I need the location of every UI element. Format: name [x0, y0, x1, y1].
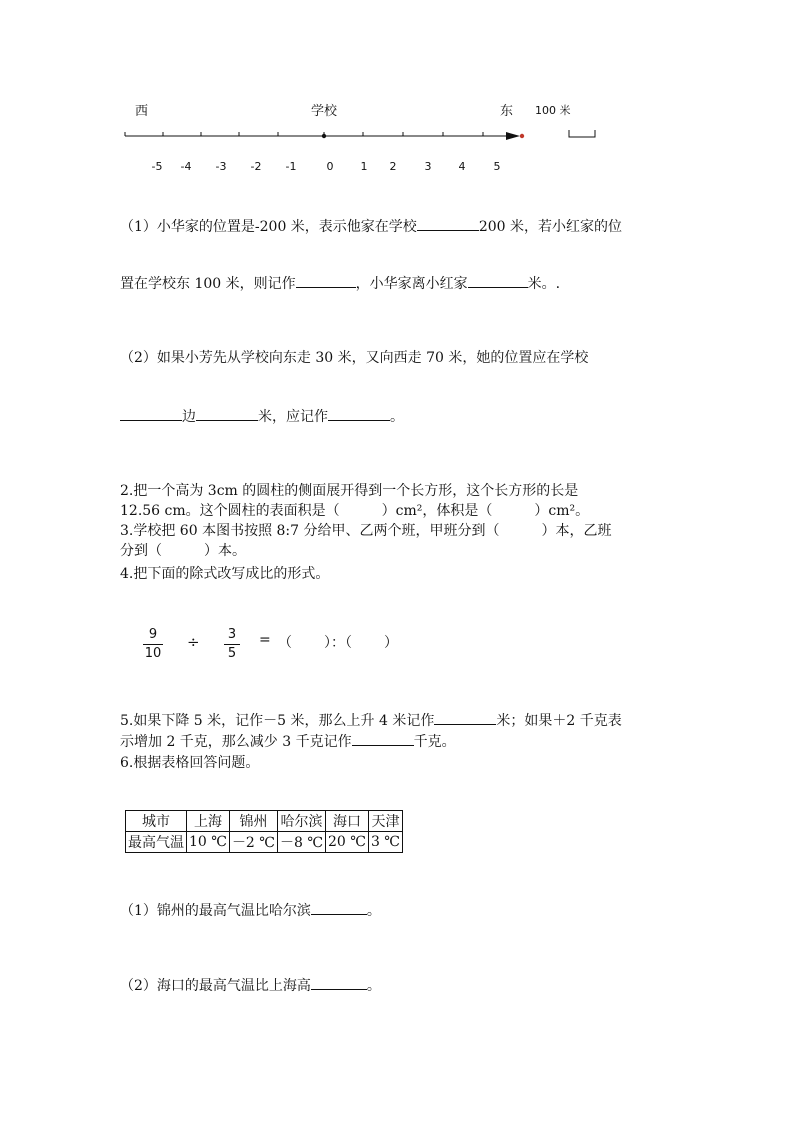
q2-line2 [120, 501, 589, 521]
q2-text-a: 12.56 cm。这个圆柱的表面积是（ [120, 503, 340, 519]
answer-blank[interactable] [120, 406, 182, 421]
q2-text-b: ）cm²，体积是（ [381, 503, 493, 519]
scale-bracket [569, 130, 595, 137]
temperature-table [125, 810, 403, 853]
answer-blank[interactable] [311, 900, 367, 915]
q3-text-b: ）本，乙班 [541, 523, 612, 539]
answer-blank[interactable] [434, 710, 496, 725]
answer-blank[interactable] [417, 216, 479, 231]
q3-text-d: ）本。 [204, 543, 246, 559]
q3-text-c: 分到（ [120, 543, 162, 559]
q6-text-c: （2）海口的最高气温比上海高 [120, 978, 311, 994]
q5-text-b: 米；如果＋2 千克表 [496, 713, 622, 729]
number-line [118, 124, 608, 148]
q3-line2 [120, 541, 246, 561]
table-cell: 20 ℃ [326, 832, 369, 853]
table-cell: 海口 [326, 811, 369, 832]
table-cell: 3 ℃ [368, 832, 402, 853]
q1-text-h: 米，应记作 [258, 409, 328, 425]
ratio-middle: ）：（ [324, 635, 352, 651]
fraction-numerator: 9 [148, 627, 158, 642]
table-cell: 上海 [187, 811, 230, 832]
tick-label: -3 [215, 160, 227, 173]
q1-part1-line1 [120, 216, 622, 237]
q1-text-d: ，小华家离小红家 [355, 276, 468, 292]
answer-blank[interactable] [196, 406, 258, 421]
east-label: 东 [500, 104, 514, 119]
table-cell: －2 ℃ [229, 832, 277, 853]
table-cell: 10 ℃ [187, 832, 230, 853]
answer-blank[interactable] [352, 731, 414, 746]
q1-text-b: 200 米，若小红家的位 [478, 219, 622, 235]
tick-label: -4 [180, 160, 192, 173]
fraction-bar [224, 644, 240, 645]
q6-text-d: 。 [366, 978, 381, 994]
fraction-nine-tenths [143, 627, 163, 662]
q3-text-a: 3.学校把 60 本图书按照 8:7 分给甲、乙两个班，甲班分到（ [120, 523, 500, 539]
q5-text-d: 千克。 [413, 734, 456, 750]
table-cell: 城市 [126, 811, 187, 832]
answer-blank[interactable] [311, 975, 367, 990]
q1-part2-line2 [120, 406, 404, 427]
table-cell: 锦州 [229, 811, 277, 832]
scale-label: 100 米 [535, 104, 571, 117]
fraction-numerator: 3 [227, 627, 237, 642]
ratio-answer [278, 632, 398, 652]
fraction-bar [143, 644, 163, 645]
ratio-open: （ [278, 635, 292, 651]
tick-label: 5 [493, 160, 501, 173]
q6-part1 [120, 900, 381, 921]
origin-dot [322, 134, 326, 138]
answer-blank[interactable] [468, 273, 528, 288]
table-header-row [126, 811, 403, 832]
equals-sign: = [259, 632, 271, 648]
answer-blank[interactable] [296, 273, 356, 288]
tick-label: 1 [360, 160, 368, 173]
q1-text-a: （1）小华家的位置是-200 米，表示他家在学校 [120, 219, 417, 235]
fraction-denominator: 10 [144, 646, 162, 661]
table-cell: 天津 [368, 811, 402, 832]
tick-label: -2 [250, 160, 262, 173]
q6-text: 6.根据表格回答问题。 [120, 755, 260, 771]
tick-label: -1 [285, 160, 297, 173]
tick-label: -5 [151, 160, 163, 173]
q5-text-a: 5.如果下降 5 米，记作－5 米，那么上升 4 米记作 [120, 713, 435, 729]
q5-line1 [120, 710, 622, 731]
tick-label: 2 [389, 160, 397, 173]
arrow-head [506, 132, 520, 140]
q2-line1: 2.把一个高为 3cm 的圆柱的侧面展开得到一个长方形，这个长方形的长是 [120, 483, 579, 499]
q1-text-f: （2）如果小芳先从学校向东走 30 米，又向西走 70 米，她的位置应在学校 [120, 350, 589, 366]
west-label: 西 [135, 104, 149, 119]
fraction-three-fifths [224, 627, 240, 662]
table-cell: 哈尔滨 [277, 811, 325, 832]
q5-line2 [120, 731, 456, 752]
tick-label: 0 [326, 160, 334, 173]
q1-text-g: 边 [182, 409, 196, 425]
q6-text-a: （1）锦州的最高气温比哈尔滨 [120, 903, 311, 919]
q6-text-b: 。 [366, 903, 381, 919]
ratio-close: ） [384, 635, 398, 651]
table-cell: 最高气温 [126, 832, 187, 853]
school-label: 学校 [311, 104, 338, 119]
q2-text-c: ）cm²。 [534, 503, 590, 519]
tick-label: 4 [458, 160, 466, 173]
q1-part2-line1 [120, 348, 588, 368]
q1-text-e: 米。. [527, 276, 561, 292]
q6-part2 [120, 975, 381, 996]
division-sign: ÷ [187, 633, 200, 651]
tick-label: 3 [424, 160, 432, 173]
q5-text-c: 示增加 2 千克，那么减少 3 千克记作 [120, 734, 352, 750]
table-cell: －8 ℃ [277, 832, 325, 853]
answer-blank[interactable] [328, 406, 390, 421]
tick-marks [125, 132, 483, 136]
q1-text-i: 。 [390, 409, 404, 425]
q1-text-c: 置在学校东 100 米，则记作 [120, 276, 296, 292]
q1-part1-line2 [120, 273, 560, 294]
q3-line1 [120, 521, 612, 541]
arrow-end-dot [520, 134, 524, 138]
q4-text: 4.把下面的除式改写成比的形式。 [120, 566, 330, 582]
table-row [126, 832, 403, 853]
fraction-denominator: 5 [227, 646, 237, 661]
